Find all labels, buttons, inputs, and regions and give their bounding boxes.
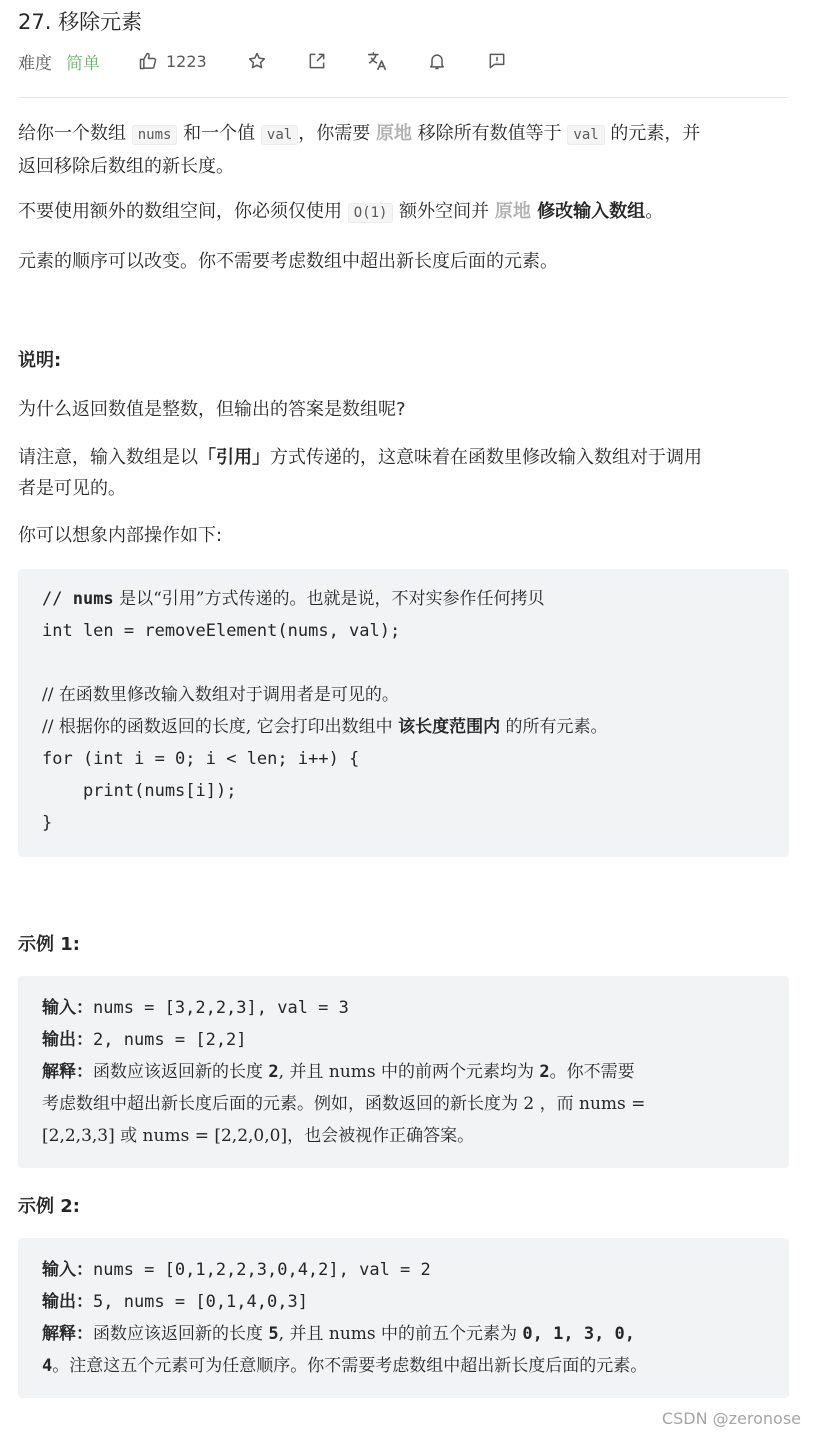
- code-text: nums: [72, 589, 114, 609]
- code-line: [42, 583, 765, 615]
- emphasis: 「引用」: [198, 447, 270, 468]
- label: 解释：: [42, 1324, 93, 1344]
- example-2-heading: 示例 2:: [18, 1196, 80, 1217]
- code-line: for (int i = 0; i < len; i++) {: [42, 749, 360, 769]
- value: 2, nums = [2,2]: [93, 1030, 247, 1050]
- code-text: 是以“引用”方式传递的。也就是说，不对实参作任何拷贝: [113, 589, 545, 609]
- favorite-button[interactable]: [245, 49, 269, 73]
- text: ，你需要: [298, 123, 376, 144]
- share-icon: [307, 51, 327, 71]
- description-paragraph-1: [18, 118, 789, 182]
- code-text: //: [42, 589, 73, 609]
- label: 输出：: [42, 1292, 93, 1312]
- header-divider: [18, 97, 789, 98]
- explanation-paragraph: [18, 442, 789, 504]
- star-icon: [247, 51, 267, 71]
- value: 5: [268, 1324, 279, 1344]
- subscribe-button[interactable]: [425, 49, 449, 73]
- inline-code: nums: [132, 125, 178, 145]
- code-line: // 在函数里修改输入数组对于调用者是可见的。: [42, 685, 399, 705]
- example-explanation-line: [42, 1350, 765, 1382]
- share-button[interactable]: [305, 49, 329, 73]
- example-input: [42, 1254, 765, 1286]
- text: 者是可见的。: [18, 478, 126, 499]
- example-1-heading: 示例 1:: [18, 934, 80, 955]
- text: 不要使用额外的数组空间，你必须仅使用: [18, 201, 348, 222]
- value: 。注意这五个元素可为任意顺序。你不需要考虑数组中超出新长度后面的元素。: [52, 1356, 648, 1376]
- feedback-button[interactable]: [485, 49, 509, 73]
- inline-code: O(1): [348, 203, 394, 223]
- feedback-icon: [487, 51, 507, 71]
- problem-meta-bar: [18, 46, 545, 76]
- bell-icon: [427, 51, 447, 71]
- value: nums = [0,1,2,2,3,0,4,2], val = 2: [93, 1260, 431, 1280]
- example-input: [42, 992, 765, 1024]
- text: 给你一个数组: [18, 123, 132, 144]
- text: 。: [645, 201, 664, 222]
- label: 输出：: [42, 1030, 93, 1050]
- value: 函数应该返回新的长度: [93, 1062, 269, 1082]
- value: 2: [268, 1062, 279, 1082]
- value: 5, nums = [0,1,4,0,3]: [93, 1292, 308, 1312]
- emphasis: 修改输入数组: [530, 201, 646, 222]
- code-line: print(nums[i]);: [42, 781, 237, 801]
- example-explanation: [42, 1056, 765, 1088]
- text: 的元素，并: [604, 123, 701, 144]
- emphasis: 原地: [375, 123, 412, 144]
- example-output: [42, 1024, 765, 1056]
- like-button[interactable]: [138, 51, 207, 71]
- explanation-heading: 说明:: [18, 350, 62, 371]
- value: 4: [42, 1356, 53, 1376]
- value: 函数应该返回新的长度: [93, 1324, 269, 1344]
- value: 。你不需要: [549, 1062, 635, 1082]
- code-line: }: [42, 813, 53, 833]
- explanation-intro: 你可以想象内部操作如下:: [18, 525, 223, 546]
- description-paragraph-3: 元素的顺序可以改变。你不需要考虑数组中超出新长度后面的元素。: [18, 251, 558, 272]
- translate-button[interactable]: [365, 49, 389, 73]
- inline-code: val: [261, 125, 298, 145]
- problem-title: 27. 移除元素: [18, 10, 143, 34]
- text: 返回移除后数组的新长度。: [18, 156, 234, 177]
- value: 2: [539, 1062, 550, 1082]
- value: nums = [3,2,2,3], val = 3: [93, 998, 349, 1018]
- text: 方式传递的，这意味着在函数里修改输入数组对于调用: [270, 447, 702, 468]
- translate-icon: [366, 50, 388, 72]
- difficulty-badge: 简单: [66, 53, 100, 74]
- text: 和一个值: [177, 123, 261, 144]
- label: 解释：: [42, 1062, 93, 1082]
- value: , 并且 nums 中的前两个元素均为: [278, 1062, 540, 1082]
- code-text: // 根据你的函数返回的长度, 它会打印出数组中: [42, 717, 399, 737]
- text: 请注意，输入数组是以: [18, 447, 198, 468]
- like-count: 1223: [166, 51, 207, 71]
- example-output: [42, 1286, 765, 1318]
- text: 移除所有数值等于: [411, 123, 568, 144]
- watermark: CSDN @zeronose: [661, 1409, 801, 1428]
- code-line: [42, 711, 765, 743]
- inline-code: val: [567, 125, 604, 145]
- example-2-block: [18, 1238, 789, 1398]
- text: 额外空间并: [393, 201, 495, 222]
- example-explanation-line: [2,2,3,3] 或 nums = [2,2,0,0]，也会被视作正确答案。: [42, 1126, 475, 1146]
- code-line: [42, 647, 765, 679]
- example-explanation-line: 考虑数组中超出新长度后面的元素。例如，函数返回的新长度为 2 ，而 nums =: [42, 1094, 646, 1114]
- code-text: 该长度范围内: [398, 717, 501, 737]
- example-explanation: [42, 1318, 765, 1350]
- emphasis: 原地: [494, 201, 531, 222]
- value: 0, 1, 3, 0,: [522, 1324, 636, 1344]
- label: 输入：: [42, 1260, 93, 1280]
- example-1-block: [18, 976, 789, 1168]
- description-paragraph-2: [18, 196, 789, 229]
- explanation-question: 为什么返回数值是整数，但输出的答案是数组呢?: [18, 399, 406, 420]
- code-text: 的所有元素。: [500, 717, 608, 737]
- code-line: int len = removeElement(nums, val);: [42, 621, 401, 641]
- thumbs-up-icon: [138, 51, 158, 71]
- pseudo-code-block: [18, 569, 789, 857]
- label: 输入：: [42, 998, 93, 1018]
- value: , 并且 nums 中的前五个元素为: [278, 1324, 523, 1344]
- difficulty-label: 难度: [18, 53, 52, 74]
